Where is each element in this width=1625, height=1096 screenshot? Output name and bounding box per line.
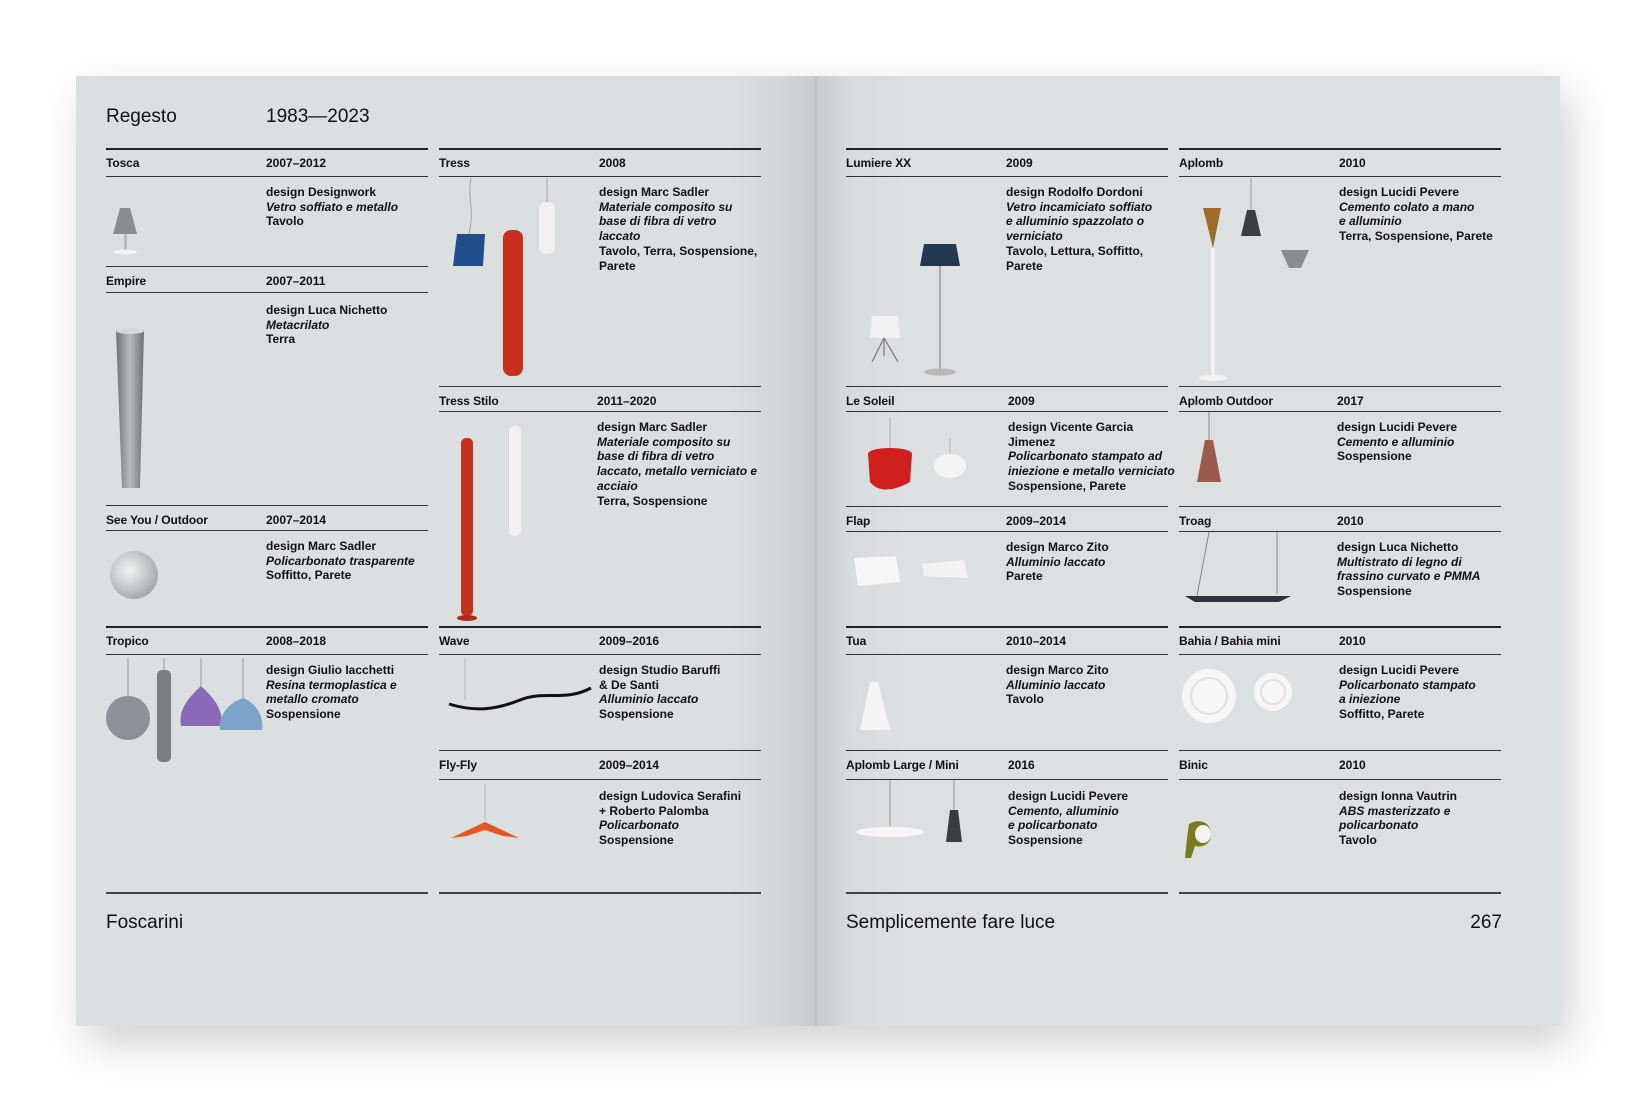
entry-description: design Marc Sadler Policarbonato trasparente Soffitto, Parete	[266, 539, 415, 583]
entry-year: 2010	[1337, 514, 1364, 528]
bottom-rule	[106, 892, 428, 894]
entry-seeyou	[106, 505, 428, 626]
entry-name: Tosca	[106, 156, 140, 170]
entry-year: 2009–2016	[599, 634, 660, 648]
entry-aplombout	[1179, 386, 1501, 506]
entry-description: design Giulio Iacchetti Resina termoplastica e metallo cromato Sospensione	[266, 663, 397, 722]
entry-name: See You / Outdoor	[106, 513, 208, 527]
entry-description: design Lucidi Pevere Policarbonato stampato a iniezione Soffitto, Parete	[1339, 663, 1476, 722]
entry-name: Troag	[1179, 514, 1212, 528]
entry-description: design Studio Baruffi & De Santi Alluminio laccato Sospensione	[599, 663, 721, 722]
page-title: Regesto	[106, 106, 177, 127]
entry-name: Le Soleil	[846, 394, 895, 408]
lamp-image	[852, 418, 972, 503]
entry-year: 2009	[1006, 156, 1033, 170]
entry-empire	[106, 266, 428, 505]
entry-year: 2008	[599, 156, 626, 170]
entry-description: design Luca Nichetto Multistrato di legno di frassino curvato e PMMA Sospensione	[1337, 540, 1481, 599]
entry-name: Flap	[846, 514, 871, 528]
right-page	[817, 76, 1560, 1026]
entry-tua	[846, 626, 1168, 750]
entry-flap	[846, 506, 1168, 626]
lamp-image	[850, 780, 970, 851]
entry-name: Tress	[439, 156, 470, 170]
entry-year: 2009–2014	[599, 758, 660, 772]
footer-brand: Foscarini	[106, 912, 184, 933]
entry-description: design Ludovica Serafini + Roberto Palomba Policarbonato Sospensione	[599, 789, 742, 848]
entry-name: Tress Stilo	[439, 394, 499, 408]
lamp-image	[1189, 178, 1309, 389]
book-spread	[76, 76, 1560, 1026]
lamp-image	[1189, 412, 1229, 489]
entry-name: Wave	[439, 634, 470, 648]
lamp-image	[445, 658, 595, 723]
entry-description: design Vicente Garcia Jimenez Policarbonato stampato ad iniezione e metallo verniciato Sospensione, Parete	[1008, 420, 1175, 493]
entry-flyfly	[439, 750, 761, 868]
page-years: 1983—2023	[266, 106, 370, 127]
entry-bahia	[1179, 626, 1501, 750]
entry-year: 2007–2012	[266, 156, 327, 170]
lamp-image	[445, 784, 525, 851]
entry-lumiere	[846, 148, 1168, 386]
lamp-image	[864, 238, 974, 383]
entry-aplomb	[1179, 148, 1501, 386]
entry-name: Aplomb Large / Mini	[846, 758, 959, 772]
entry-name: Fly-Fly	[439, 758, 477, 772]
entry-name: Aplomb Outdoor	[1179, 394, 1273, 408]
entry-troag	[1179, 506, 1501, 626]
entry-description: design Luca Nichetto Metacrilato Terra	[266, 303, 388, 347]
bottom-rule	[1179, 892, 1501, 894]
entry-description: design Marco Zito Alluminio laccato Parete	[1006, 540, 1109, 584]
left-page	[76, 76, 817, 1026]
entry-name: Aplomb	[1179, 156, 1224, 170]
lamp-image	[852, 552, 972, 597]
entry-year: 2011–2020	[597, 394, 657, 408]
entry-year: 2007–2014	[266, 513, 327, 527]
entry-description: design Lucidi Pevere Cemento colato a mano e alluminio Terra, Sospensione, Parete	[1339, 185, 1493, 244]
bottom-rule	[846, 892, 1168, 894]
entry-year: 2010	[1339, 156, 1366, 170]
entry-aplomblarge	[846, 750, 1168, 868]
entry-year: 2009–2014	[1006, 514, 1067, 528]
entry-wave	[439, 626, 761, 750]
entry-name: Empire	[106, 274, 147, 288]
footer-book-title: Semplicemente fare luce	[846, 912, 1056, 933]
entry-year: 2017	[1337, 394, 1364, 408]
entry-year: 2010	[1339, 634, 1366, 648]
lamp-image	[1183, 532, 1303, 617]
entry-binic	[1179, 750, 1501, 868]
bottom-rule	[439, 892, 761, 894]
entry-description: design Lucidi Pevere Cemento e alluminio Sospensione	[1337, 420, 1458, 464]
entry-lesoleil	[846, 386, 1175, 506]
entry-year: 2008–2018	[266, 634, 327, 648]
entry-description: design Marco Zito Alluminio laccato Tavolo	[1006, 663, 1109, 707]
entry-description: design Designwork Vetro soffiato e metallo Tavolo	[266, 185, 399, 229]
entry-tropico	[106, 626, 428, 868]
lamp-image	[108, 549, 160, 606]
page-number: 267	[1470, 912, 1502, 933]
entry-name: Lumiere XX	[846, 156, 912, 170]
entry-description: design Marc Sadler Materiale composito su base di fibra di vetro laccato Tavolo, Terra, Sospensione, Parete	[599, 185, 758, 273]
entry-description: design Ionna Vautrin ABS masterizzato e policarbonato Tavolo	[1339, 789, 1458, 848]
entry-name: Tua	[846, 634, 867, 648]
lamp-image	[106, 658, 264, 775]
lamp-image	[106, 178, 146, 263]
lamp-image	[1185, 818, 1215, 865]
entry-description: design Rodolfo Dordoni Vetro incamiciato soffiato e alluminio spazzolato o verniciato Tavolo, Lettura, Soffitto, Parete	[1006, 185, 1153, 273]
entry-tosca	[106, 148, 428, 266]
entry-year: 2010	[1339, 758, 1366, 772]
entry-tress	[439, 148, 761, 386]
entry-name: Tropico	[106, 634, 149, 648]
entry-year: 2016	[1008, 758, 1035, 772]
lamp-image	[1179, 666, 1299, 731]
entry-name: Binic	[1179, 758, 1208, 772]
entry-description: design Lucidi Pevere Cemento, alluminio e policarbonato Sospensione	[1008, 789, 1129, 848]
lamp-image	[112, 328, 148, 497]
lamp-image	[850, 680, 900, 739]
entry-tressstilo	[439, 386, 761, 626]
entry-description: design Marc Sadler Materiale composito su base di fibra di vetro laccato, metallo verniciato e acciaio Terra, Sospensione	[597, 420, 758, 508]
lamp-image	[453, 424, 543, 627]
entry-year: 2010–2014	[1006, 634, 1067, 648]
entry-year: 2007–2011	[266, 274, 326, 288]
entry-year: 2009	[1008, 394, 1035, 408]
lamp-image	[443, 178, 563, 389]
entry-name: Bahia / Bahia mini	[1179, 634, 1281, 648]
